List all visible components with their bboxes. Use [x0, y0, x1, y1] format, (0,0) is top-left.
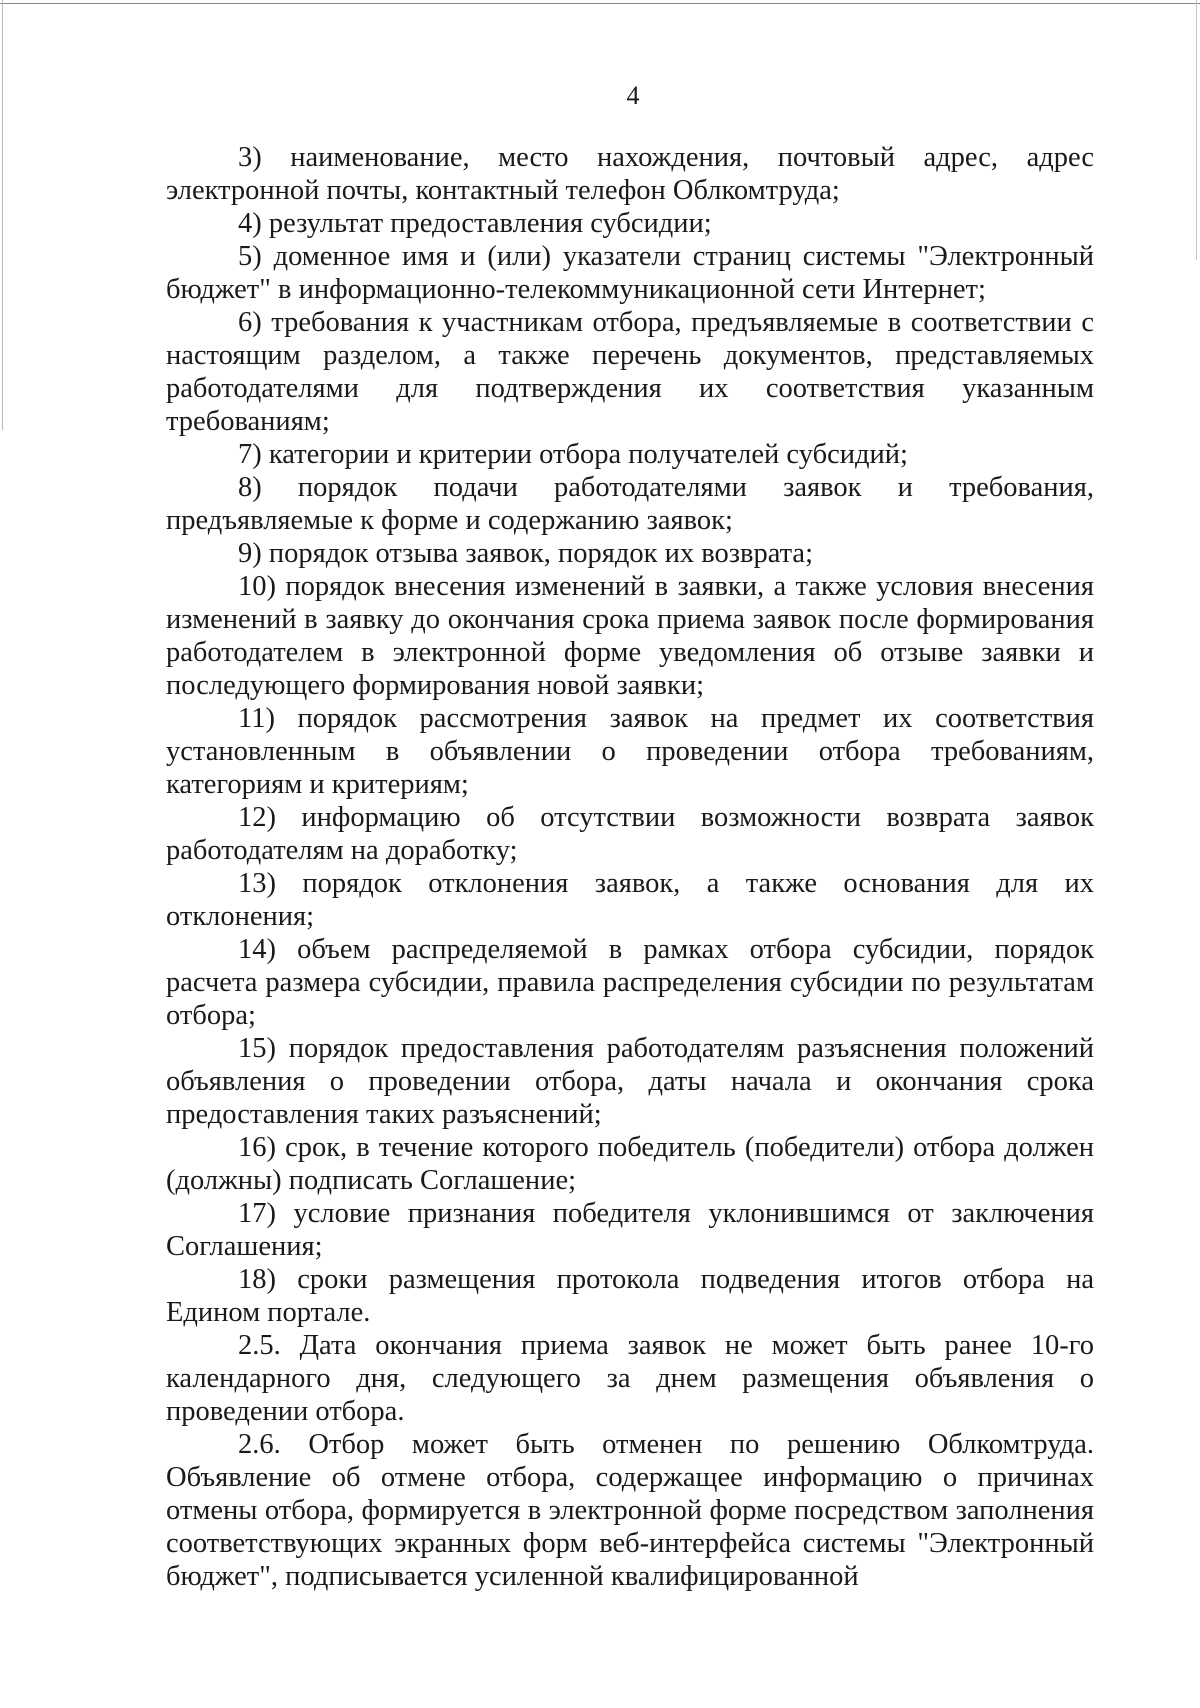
paragraph-clause-2-6: 2.6. Отбор может быть отменен по решению Облкомтруда. Объявление об отмене отбора, содержащее информацию о причинах отмены отбора, формируется в электронной форме посредством заполнения соответствующих экранных форм веб-интерфейса системы "Электронный бюджет", подписывается усиленной квалифицированной [166, 1429, 1094, 1592]
paragraph-item-16: 16) срок, в течение которого победитель (победители) отбора должен (должны) подписать Соглашение; [166, 1132, 1094, 1196]
paragraph-item-13: 13) порядок отклонения заявок, а также основания для их отклонения; [166, 868, 1094, 932]
paragraph-item-14: 14) объем распределяемой в рамках отбора субсидии, порядок расчета размера субсидии, правила распределения субсидии по результатам отбора; [166, 934, 1094, 1031]
document-body [166, 141, 1094, 1593]
paragraph-item-4: 4) результат предоставления субсидии; [238, 208, 712, 239]
page-number: 4 [626, 81, 640, 110]
paragraph-item-10: 10) порядок внесения изменений в заявки, а также условия внесения изменений в заявку до окончания срока приема заявок после формирования работодателем в электронной форме уведомления об отзыве заявки и последующего формирования новой заявки; [166, 571, 1094, 701]
scan-edge-top [0, 3, 1200, 4]
paragraph-item-17: 17) условие признания победителя уклонившимся от заключения Соглашения; [166, 1198, 1094, 1262]
scan-edge-right [1196, 0, 1197, 260]
paragraph-item-5: 5) доменное имя и (или) указатели страниц системы "Электронный бюджет" в информационно-телекоммуникационной сети Интернет; [166, 241, 1094, 305]
paragraph-item-12: 12) информацию об отсутствии возможности возврата заявок работодателям на доработку; [166, 802, 1094, 866]
paragraph-item-3: 3) наименование, место нахождения, почтовый адрес, адрес электронной почты, контактный телефон Облкомтруда; [166, 142, 1094, 206]
paragraph-item-8: 8) порядок подачи работодателями заявок и требования, предъявляемые к форме и содержанию заявок; [166, 472, 1094, 536]
paragraph-item-7: 7) категории и критерии отбора получателей субсидий; [238, 439, 908, 470]
paragraph-item-15: 15) порядок предоставления работодателям разъяснения положений объявления о проведении отбора, даты начала и окончания срока предоставления таких разъяснений; [166, 1033, 1094, 1130]
paragraph-item-11: 11) порядок рассмотрения заявок на предмет их соответствия установленным в объявлении о проведении отбора требованиям, категориям и критериям; [166, 703, 1094, 800]
paragraph-item-6: 6) требования к участникам отбора, предъявляемые в соответствии с настоящим разделом, а также перечень документов, представляемых работодателями для подтверждения их соответствия указанным требованиям; [166, 307, 1094, 437]
paragraph-item-9: 9) порядок отзыва заявок, порядок их возврата; [238, 538, 813, 569]
paragraph-clause-2-5: 2.5. Дата окончания приема заявок не может быть ранее 10-го календарного дня, следующего за днем размещения объявления о проведении отбора. [166, 1330, 1094, 1427]
scan-edge-left [2, 0, 3, 430]
paragraph-item-18: 18) сроки размещения протокола подведения итогов отбора на Едином портале. [166, 1264, 1094, 1328]
